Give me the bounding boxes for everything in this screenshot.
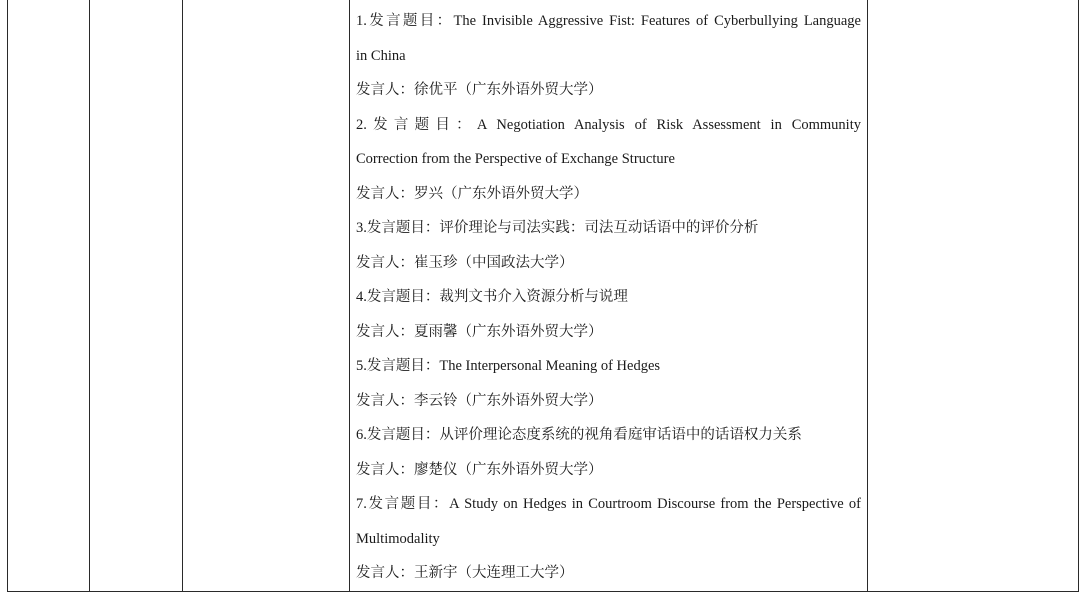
table-cell-col2 (90, 0, 183, 591)
talk-item (356, 4, 861, 108)
talk-title-line: Multimodality (356, 530, 440, 547)
table-row (8, 0, 1079, 591)
talk-title-line: Correction from the Perspective of Exchange Structure (356, 151, 675, 167)
talk-title-line: in China (356, 47, 406, 64)
talk-title-line: 7.发言题目：A Study on Hedges in Courtroom Discourse from the Perspective of (356, 496, 861, 512)
talk-item (356, 108, 861, 212)
talk-speaker: 发言人：廖楚仪（广东外语外贸大学） (356, 461, 603, 478)
talk-item (356, 418, 861, 487)
talk-speaker: 发言人：罗兴（广东外语外贸大学） (356, 185, 588, 202)
talk-speaker: 发言人：崔玉珍（中国政法大学） (356, 254, 574, 271)
talk-speaker: 发言人：李云铃（广东外语外贸大学） (356, 392, 603, 409)
talk-item (356, 349, 861, 418)
talk-title-line: 3.发言题目：评价理论与司法实践：司法互动话语中的评价分析 (356, 220, 759, 236)
talk-item (356, 487, 861, 591)
talk-speaker: 发言人：王新宇（大连理工大学） (356, 565, 574, 581)
talk-title-line: 5.发言题目：The Interpersonal Meaning of Hedges (356, 358, 661, 374)
talk-item (356, 280, 861, 349)
talk-title-line: 2.发言题目：A Negotiation Analysis of Risk Assessment in Community (356, 116, 861, 133)
talk-title-line: 1.发言题目：The Invisible Aggressive Fist: Features of Cyberbullying Language (356, 13, 861, 29)
talk-list (350, 0, 867, 591)
talk-speaker: 发言人：夏雨馨（广东外语外贸大学） (356, 323, 603, 340)
schedule-table (7, 0, 1079, 592)
talk-title-line: 6.发言题目：从评价理论态度系统的视角看庭审话语中的话语权力关系 (356, 427, 802, 443)
table-cell-col5 (868, 0, 1079, 591)
table-cell-col1 (8, 0, 90, 591)
talk-item (356, 211, 861, 280)
talk-speaker: 发言人：徐优平（广东外语外贸大学） (356, 82, 603, 98)
table-cell-col3 (183, 0, 350, 591)
talk-title-line: 4.发言题目：裁判文书介入资源分析与说理 (356, 289, 628, 305)
talks-cell (350, 0, 868, 591)
